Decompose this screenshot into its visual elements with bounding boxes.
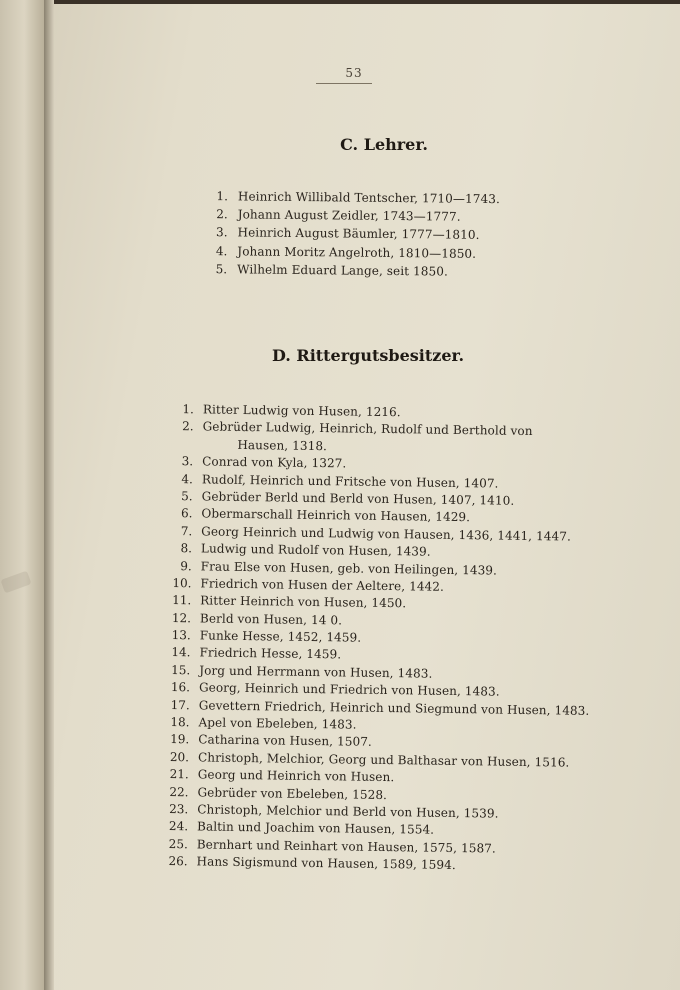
entry-number: 14. bbox=[171, 645, 191, 660]
page-number-rule bbox=[316, 83, 372, 84]
entry-number: 1. bbox=[216, 189, 228, 204]
entry-number: 24. bbox=[168, 819, 189, 834]
entry-text: Johann August Zeidler, 1743—1777. bbox=[237, 207, 461, 224]
entry-number: 4. bbox=[215, 243, 228, 258]
section-c-heading: C. Lehrer. bbox=[340, 135, 428, 154]
entry-number: 7. bbox=[180, 523, 193, 539]
entry-number: 26. bbox=[168, 854, 188, 869]
entry-text: Ritter Heinrich von Husen, 1450. bbox=[200, 593, 407, 611]
entry-text: Georg Heinrich und Ludwig von Hausen, 1436, 1441, 1447. bbox=[201, 524, 572, 544]
teacher-entry bbox=[203, 262, 499, 283]
entry-number: 16. bbox=[170, 680, 191, 695]
entry-number: 19. bbox=[170, 732, 190, 747]
book-page bbox=[54, 4, 680, 990]
entry-text: Hans Sigismund von Hausen, 1589, 1594. bbox=[196, 854, 456, 873]
entry-text: Ritter Ludwig von Husen, 1216. bbox=[202, 402, 401, 420]
entry-text: Friedrich Hesse, 1459. bbox=[199, 645, 342, 662]
entry-text: Johann Moritz Angelroth, 1810—1850. bbox=[237, 243, 477, 261]
section-d-heading: D. Rittergutsbesitzer. bbox=[271, 346, 465, 365]
entry-number: 20. bbox=[169, 749, 190, 765]
left-page-edge bbox=[0, 0, 45, 990]
entry-text: Ludwig und Rudolf von Husen, 1439. bbox=[200, 541, 431, 559]
entry-text: Georg und Heinrich von Husen. bbox=[197, 767, 395, 785]
entry-number: 3. bbox=[181, 454, 194, 469]
entry-text: Wilhelm Eduard Lange, seit 1850. bbox=[237, 262, 449, 279]
section-d-list bbox=[165, 402, 593, 877]
section-c-list bbox=[203, 189, 500, 283]
entry-number: 4. bbox=[181, 471, 194, 486]
entry-text: Georg, Heinrich und Friedrich von Husen, 1483. bbox=[198, 680, 500, 699]
entry-text: Frau Else von Husen, geb. von Heilingen, 1439. bbox=[200, 558, 498, 578]
entry-number: 2. bbox=[182, 419, 194, 434]
entry-text: Baltin und Joachim von Hausen, 1554. bbox=[196, 819, 435, 838]
entry-number: 12. bbox=[171, 610, 192, 625]
entry-number: 18. bbox=[170, 715, 190, 730]
entry-text: Conrad von Kyla, 1327. bbox=[202, 454, 347, 471]
entry-number: 25. bbox=[168, 836, 188, 852]
left-page-faint-mark bbox=[0, 571, 31, 594]
entry-number: 17. bbox=[170, 697, 190, 712]
entry-number: 6. bbox=[180, 506, 193, 521]
entry-number: 21. bbox=[169, 767, 189, 782]
entry-number: 5. bbox=[215, 261, 228, 276]
entry-number: 13. bbox=[171, 628, 191, 643]
entry-text: Hausen, 1318. bbox=[237, 437, 328, 453]
entry-text: Friedrich von Husen der Aeltere, 1442. bbox=[200, 576, 445, 594]
entry-text: Jorg und Herrmann von Husen, 1483. bbox=[199, 663, 433, 681]
entry-text: Gebrüder Berld und Berld von Husen, 1407, 1410. bbox=[201, 489, 515, 508]
entry-text: Catharina von Husen, 1507. bbox=[198, 732, 372, 750]
book-gutter bbox=[44, 0, 54, 990]
entry-number: 22. bbox=[169, 784, 189, 799]
entry-number: 15. bbox=[171, 662, 191, 678]
entry-number: 9. bbox=[180, 558, 192, 573]
entry-text: Apel von Ebeleben, 1483. bbox=[198, 715, 357, 732]
entry-text: Obermarschall Heinrich von Hausen, 1429. bbox=[201, 506, 471, 525]
entry-text: Gevettern Friedrich, Heinrich und Siegmund von Husen, 1483. bbox=[198, 698, 590, 718]
entry-number: 1. bbox=[182, 402, 194, 417]
entry-text: Christoph, Melchior, Georg und Balthasar von Husen, 1516. bbox=[197, 750, 570, 770]
entry-text: Bernhart und Reinhart von Hausen, 1575, 1587. bbox=[196, 837, 496, 856]
entry-text: Heinrich August Bäumler, 1777—1810. bbox=[237, 225, 480, 243]
entry-number: 23. bbox=[169, 801, 189, 817]
entry-number: 11. bbox=[172, 593, 192, 608]
entry-text: Rudolf, Heinrich und Fritsche von Husen, 1407. bbox=[201, 471, 499, 491]
entry-text: Christoph, Melchior und Berld von Husen, 1539. bbox=[197, 802, 499, 821]
entry-text: Gebrüder Ludwig, Heinrich, Rudolf und Berthold von bbox=[202, 419, 533, 439]
page-number: 53 bbox=[345, 66, 363, 80]
entry-number: 2. bbox=[216, 207, 228, 222]
entry-text: Heinrich Willibald Tentscher, 1710—1743. bbox=[237, 189, 500, 207]
entry-text: Berld von Husen, 14 0. bbox=[199, 611, 343, 628]
entry-text: Gebrüder von Ebeleben, 1528. bbox=[197, 784, 388, 802]
entry-number: 5. bbox=[181, 489, 193, 504]
entry-number: 8. bbox=[180, 541, 193, 556]
entry-number: 3. bbox=[216, 225, 228, 240]
entry-text: Funke Hesse, 1452, 1459. bbox=[199, 628, 362, 645]
entry-number: 10. bbox=[172, 575, 192, 591]
